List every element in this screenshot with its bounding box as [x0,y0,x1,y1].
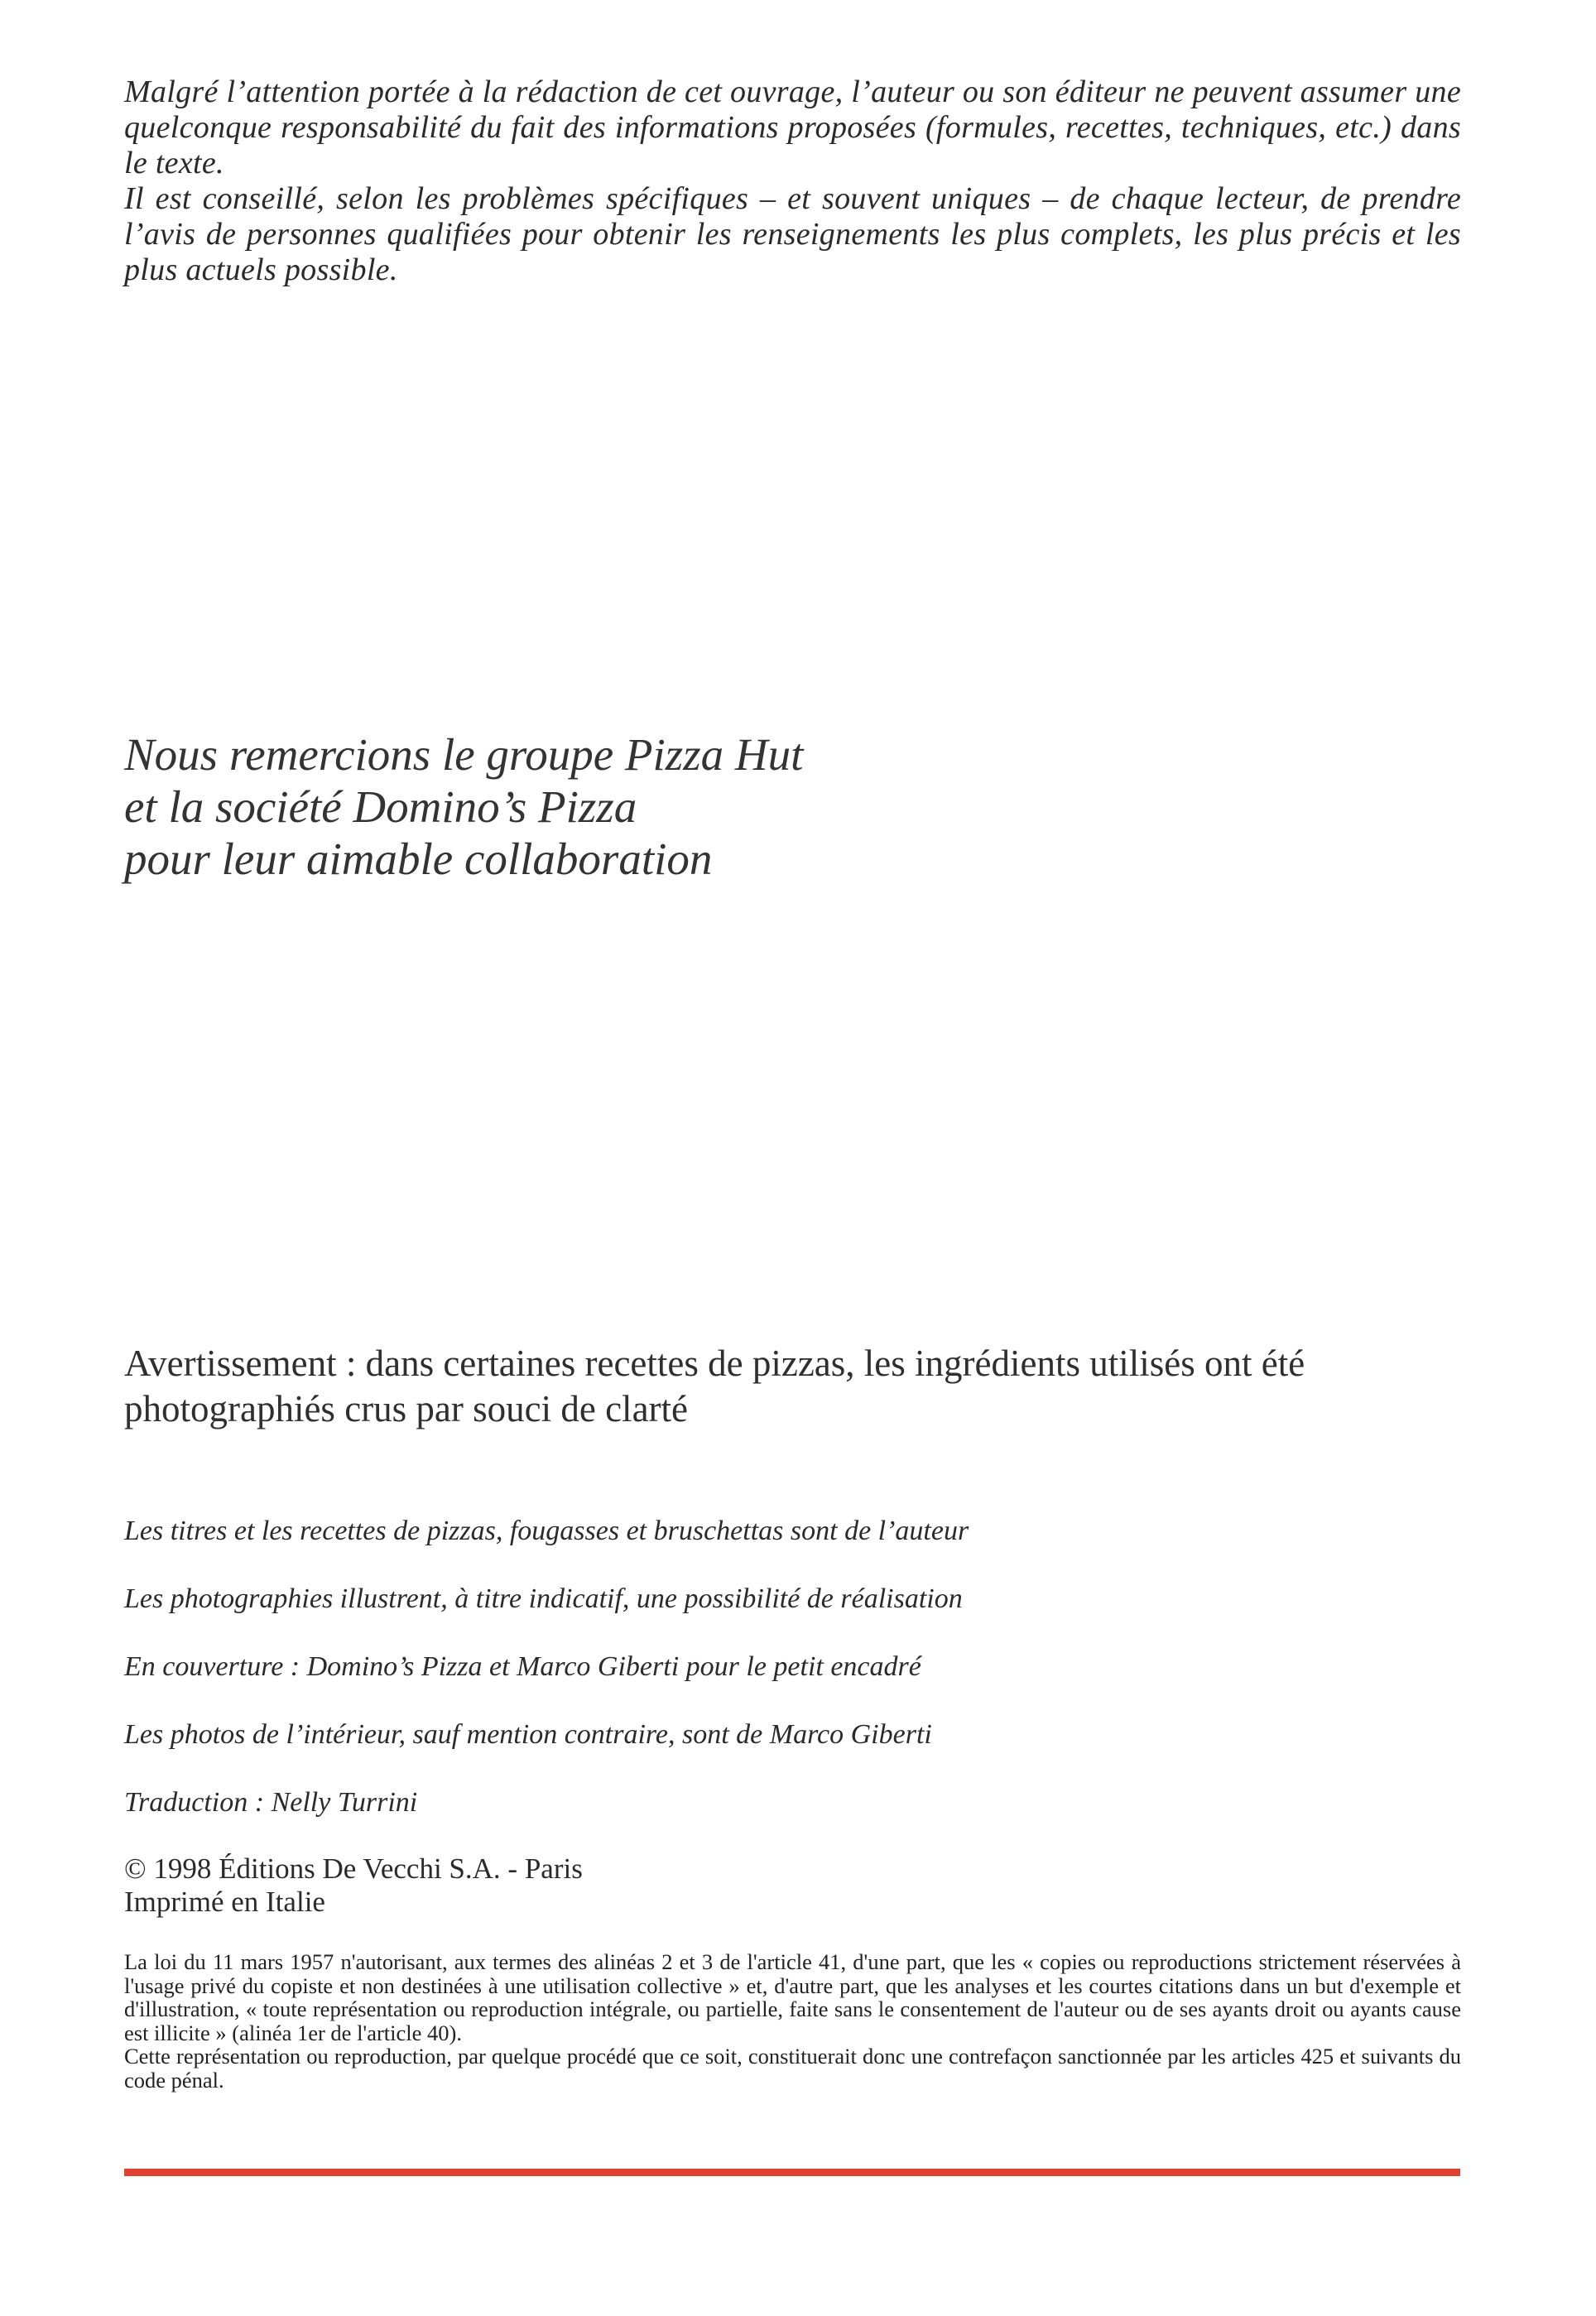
legal-notice [124,1950,1461,2092]
copyright-line-1: © 1998 Éditions De Vecchi S.A. - Paris [124,1852,583,1885]
warning-notice: Avertissement : dans certaines recettes de pizzas, les ingrédients utilisés ont été photographiés crus par souci de clarté [124,1343,1305,1429]
credit-cover: En couverture : Domino’s Pizza et Marco Giberti pour le petit encadré [124,1651,921,1682]
disclaimer-paragraph-1: Malgré l’attention portée à la rédaction de cet ouvrage, l’auteur ou son éditeur ne peuvent assumer une quelconque responsabilité du fait des informations proposées (formules, recettes, techniques, etc.) dans le texte. [124,74,1461,180]
credit-translation: Traduction : Nelly Turrini [124,1787,418,1818]
disclaimer-block [124,74,1461,288]
copyright-line-2: Imprimé en Italie [124,1886,325,1918]
acknowledgements-line-3: pour leur aimable collaboration [124,834,713,884]
acknowledgements [124,728,1461,885]
copyright-notice [124,1852,1461,1919]
credit-titles: Les titres et les recettes de pizzas, fougasses et bruschettas sont de l’auteur [124,1516,969,1546]
disclaimer-paragraph-2: Il est conseillé, selon les problèmes spécifiques – et souvent uniques – de chaque lecteur, de prendre l’avis de personnes qualifiées pour obtenir les renseignements les plus complets, les plus précis et les plus actuels possible. [124,181,1461,287]
credit-photos-note: Les photographies illustrent, à titre indicatif, une possibilité de réalisation [124,1583,963,1614]
legal-paragraph-2: Cette représentation ou reproduction, par quelque procédé que ce soit, constituerait donc une contrefaçon sanctionnée par les articles 425 et suivants du code pénal. [124,2044,1461,2093]
credits-list [124,1515,1461,1854]
acknowledgements-line-2: et la société Domino’s Pizza [124,781,637,832]
acknowledgements-line-1: Nous remercions le groupe Pizza Hut [124,729,804,780]
legal-paragraph-1: La loi du 11 mars 1957 n'autorisant, aux termes des alinéas 2 et 3 de l'article 41, d'une part, que les « copies ou reproductions strictement réservées à l'usage privé du copiste et non destinées à une utilisation collective » et, d'autre part, que les analyses et les courtes citations dans un but d'exemple et d'illustration, « toute représentation ou reproduction intégrale, ou partielle, faite sans le consentement de l'auteur ou de ses ayants droit ou ayants cause est illicite » (alinéa 1er de l'article 40). [124,1949,1461,2045]
credit-interior-photos: Les photos de l’intérieur, sauf mention contraire, sont de Marco Giberti [124,1719,932,1750]
red-divider-rule [124,2169,1460,2176]
